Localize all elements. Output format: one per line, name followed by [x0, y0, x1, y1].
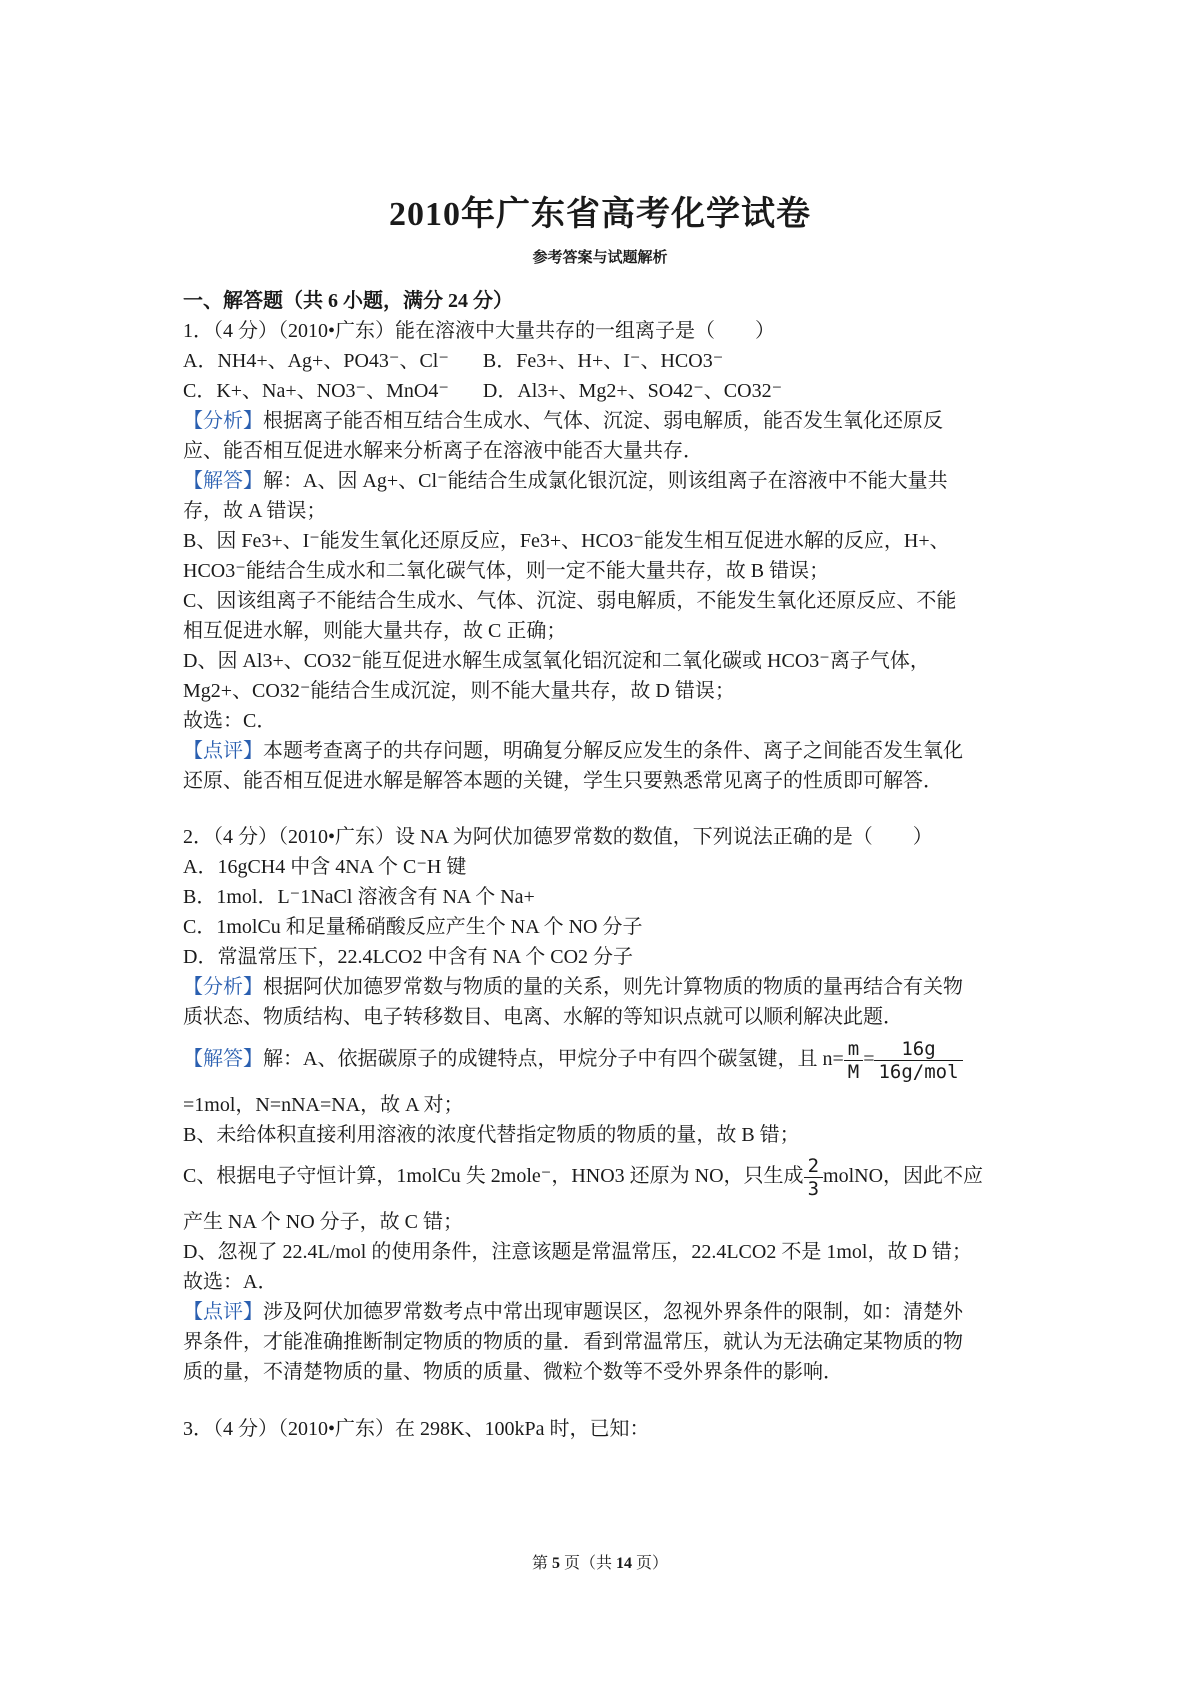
- q2-answer-line-2: =1mol，N=nNA=NA，故 A 对；: [183, 1094, 464, 1116]
- q1-comment: 【点评】本题考查离子的共存问题，明确复分解反应发生的条件、离子之间能否发生氧化: [183, 740, 963, 762]
- q1-analysis-cont: 应、能否相互促进水解来分析离子在溶液中能否大量共存．: [183, 440, 703, 462]
- q2-answer: 【解答】解：A、依据碳原子的成键特点，甲烷分子中有四个碳氢键，且 n= $\frac{m}{M}$ = $\frac{16g}{\text{16g/mol}}$: [183, 1034, 963, 1084]
- q1-answer-choice: 故选：C．: [183, 710, 277, 732]
- q1-option-b: B．Fe3+、H+、I⁻、HCO3⁻: [482, 350, 724, 372]
- page-number: 5: [551, 1555, 560, 1572]
- q1-answer-line-5: C、因该组离子不能结合生成水、气体、沉淀、弱电解质，不能发生氧化还原反应、不能: [183, 590, 957, 612]
- fraction-two-thirds: $\frac{2}{3}$: [804, 1155, 823, 1200]
- q2-comment-cont-1: 界条件，才能准确推断制定物质的物质的量．看到常温常压，就认为无法确定某物质的物: [183, 1331, 963, 1353]
- q1-answer-line-6: 相互促进水解，则能大量共存，故 C 正确；: [183, 620, 567, 642]
- q1-comment-cont: 还原、能否相互促进水解是解答本题的关键，学生只要熟悉常见离子的性质即可解答．: [183, 770, 943, 792]
- q2-option-c: C．1molCu 和足量稀硝酸反应产生个 NA 个 NO 分子: [183, 916, 643, 938]
- q2-answer-line-6: D、忽视了 22.4L/mol 的使用条件，注意该题是常温常压，22.4LCO2 不是 1mol，故 D 错；: [183, 1241, 972, 1263]
- analysis-tag: 【分析】: [183, 410, 263, 432]
- answer-tag: 【解答】: [183, 470, 263, 492]
- q1-analysis: 【分析】根据离子能否相互结合生成水、气体、沉淀、弱电解质，能否发生氧化还原反: [183, 410, 943, 432]
- fraction-m-over-M: $\frac{m}{M}$: [844, 1038, 863, 1083]
- q1-answer: 【解答】解：A、因 Ag+、Cl⁻能结合生成氯化银沉淀，则该组离子在溶液中不能大量共: [183, 470, 948, 492]
- comment-tag: 【点评】: [183, 740, 263, 762]
- q2-answer-line-3: B、未给体积直接利用溶液的浓度代替指定物质的物质的量，故 B 错；: [183, 1124, 800, 1146]
- q1-answer-line-4: HCO3⁻能结合生成水和二氧化碳气体，则一定不能大量共存，故 B 错误；: [183, 560, 830, 582]
- q1-answer-line-7: D、因 Al3+、CO32⁻能互促进水解生成氢氧化铝沉淀和二氧化碳或 HCO3⁻离子气体，: [183, 650, 930, 672]
- q2-option-d: D．常温常压下，22.4LCO2 中含有 NA 个 CO2 分子: [183, 946, 634, 968]
- page-subtitle: 参考答案与试题解析: [532, 250, 668, 266]
- q1-options-cd: [183, 376, 782, 406]
- q2-answer-choice: 故选：A．: [183, 1271, 278, 1293]
- q2-answer-line-4: C、根据电子守恒计算，1molCu 失 2mole⁻，HNO3 还原为 NO，只生成 $\frac{2}{3}$ molNO，因此不应: [183, 1154, 984, 1200]
- q2-comment: 【点评】涉及阿伏加德罗常数考点中常出现审题误区，忽视外界条件的限制，如：清楚外: [183, 1301, 963, 1323]
- q2-stem: 2．（4 分）（2010•广东）设 NA 为阿伏加德罗常数的数值，下列说法正确的是（ ）: [183, 826, 933, 848]
- q1-option-d: D．Al3+、Mg2+、SO42⁻、CO32⁻: [482, 380, 783, 402]
- q2-comment-cont-2: 质的量，不清楚物质的量、物质的质量、微粒个数等不受外界条件的影响．: [183, 1361, 843, 1383]
- page-title: 2010年广东省高考化学试卷: [389, 196, 811, 233]
- section-heading: 一、解答题（共 6 小题，满分 24 分）: [183, 290, 513, 312]
- q1-answer-line-2: 存，故 A 错误；: [183, 500, 327, 522]
- q3-stem: 3．（4 分）（2010•广东）在 298K、100kPa 时，已知：: [183, 1418, 650, 1440]
- q1-answer-line-3: B、因 Fe3+、I⁻能发生氧化还原反应，Fe3+、HCO3⁻能发生相互促进水解的反应，H+、: [183, 530, 950, 552]
- q2-analysis: 【分析】根据阿伏加德罗常数与物质的量的关系，则先计算物质的物质的量再结合有关物: [183, 976, 963, 998]
- q1-answer-line-8: Mg2+、CO32⁻能结合生成沉淀，则不能大量共存，故 D 错误；: [183, 680, 735, 702]
- q2-analysis-cont: 质状态、物质结构、电子转移数目、电离、水解的等知识点就可以顺利解决此题．: [183, 1006, 903, 1028]
- q1-option-a: A．NH4+、Ag+、PO43⁻、Cl⁻: [183, 350, 449, 372]
- answer-tag: 【解答】: [183, 1048, 263, 1070]
- page-total: 14: [616, 1555, 632, 1572]
- q1-option-c: C．K+、Na+、NO3⁻、MnO4⁻: [183, 380, 449, 402]
- q1-stem: 1．（4 分）（2010•广东）能在溶液中大量共存的一组离子是（ ）: [183, 320, 776, 342]
- q2-option-b: B．1mol．L⁻1NaCl 溶液含有 NA 个 Na+: [183, 886, 535, 908]
- analysis-tag: 【分析】: [183, 976, 263, 998]
- fraction-16g-over-molar-mass: $\frac{16g}{\text{16g/mol}}$: [874, 1038, 962, 1083]
- q1-options-ab: [183, 346, 723, 376]
- page-footer: 第 5 页（共 14 页）: [531, 1555, 669, 1572]
- q2-option-a: A．16gCH4 中含 4NA 个 C⁻H 键: [183, 856, 467, 878]
- q2-answer-line-5: 产生 NA 个 NO 分子，故 C 错；: [183, 1211, 464, 1233]
- comment-tag: 【点评】: [183, 1301, 263, 1323]
